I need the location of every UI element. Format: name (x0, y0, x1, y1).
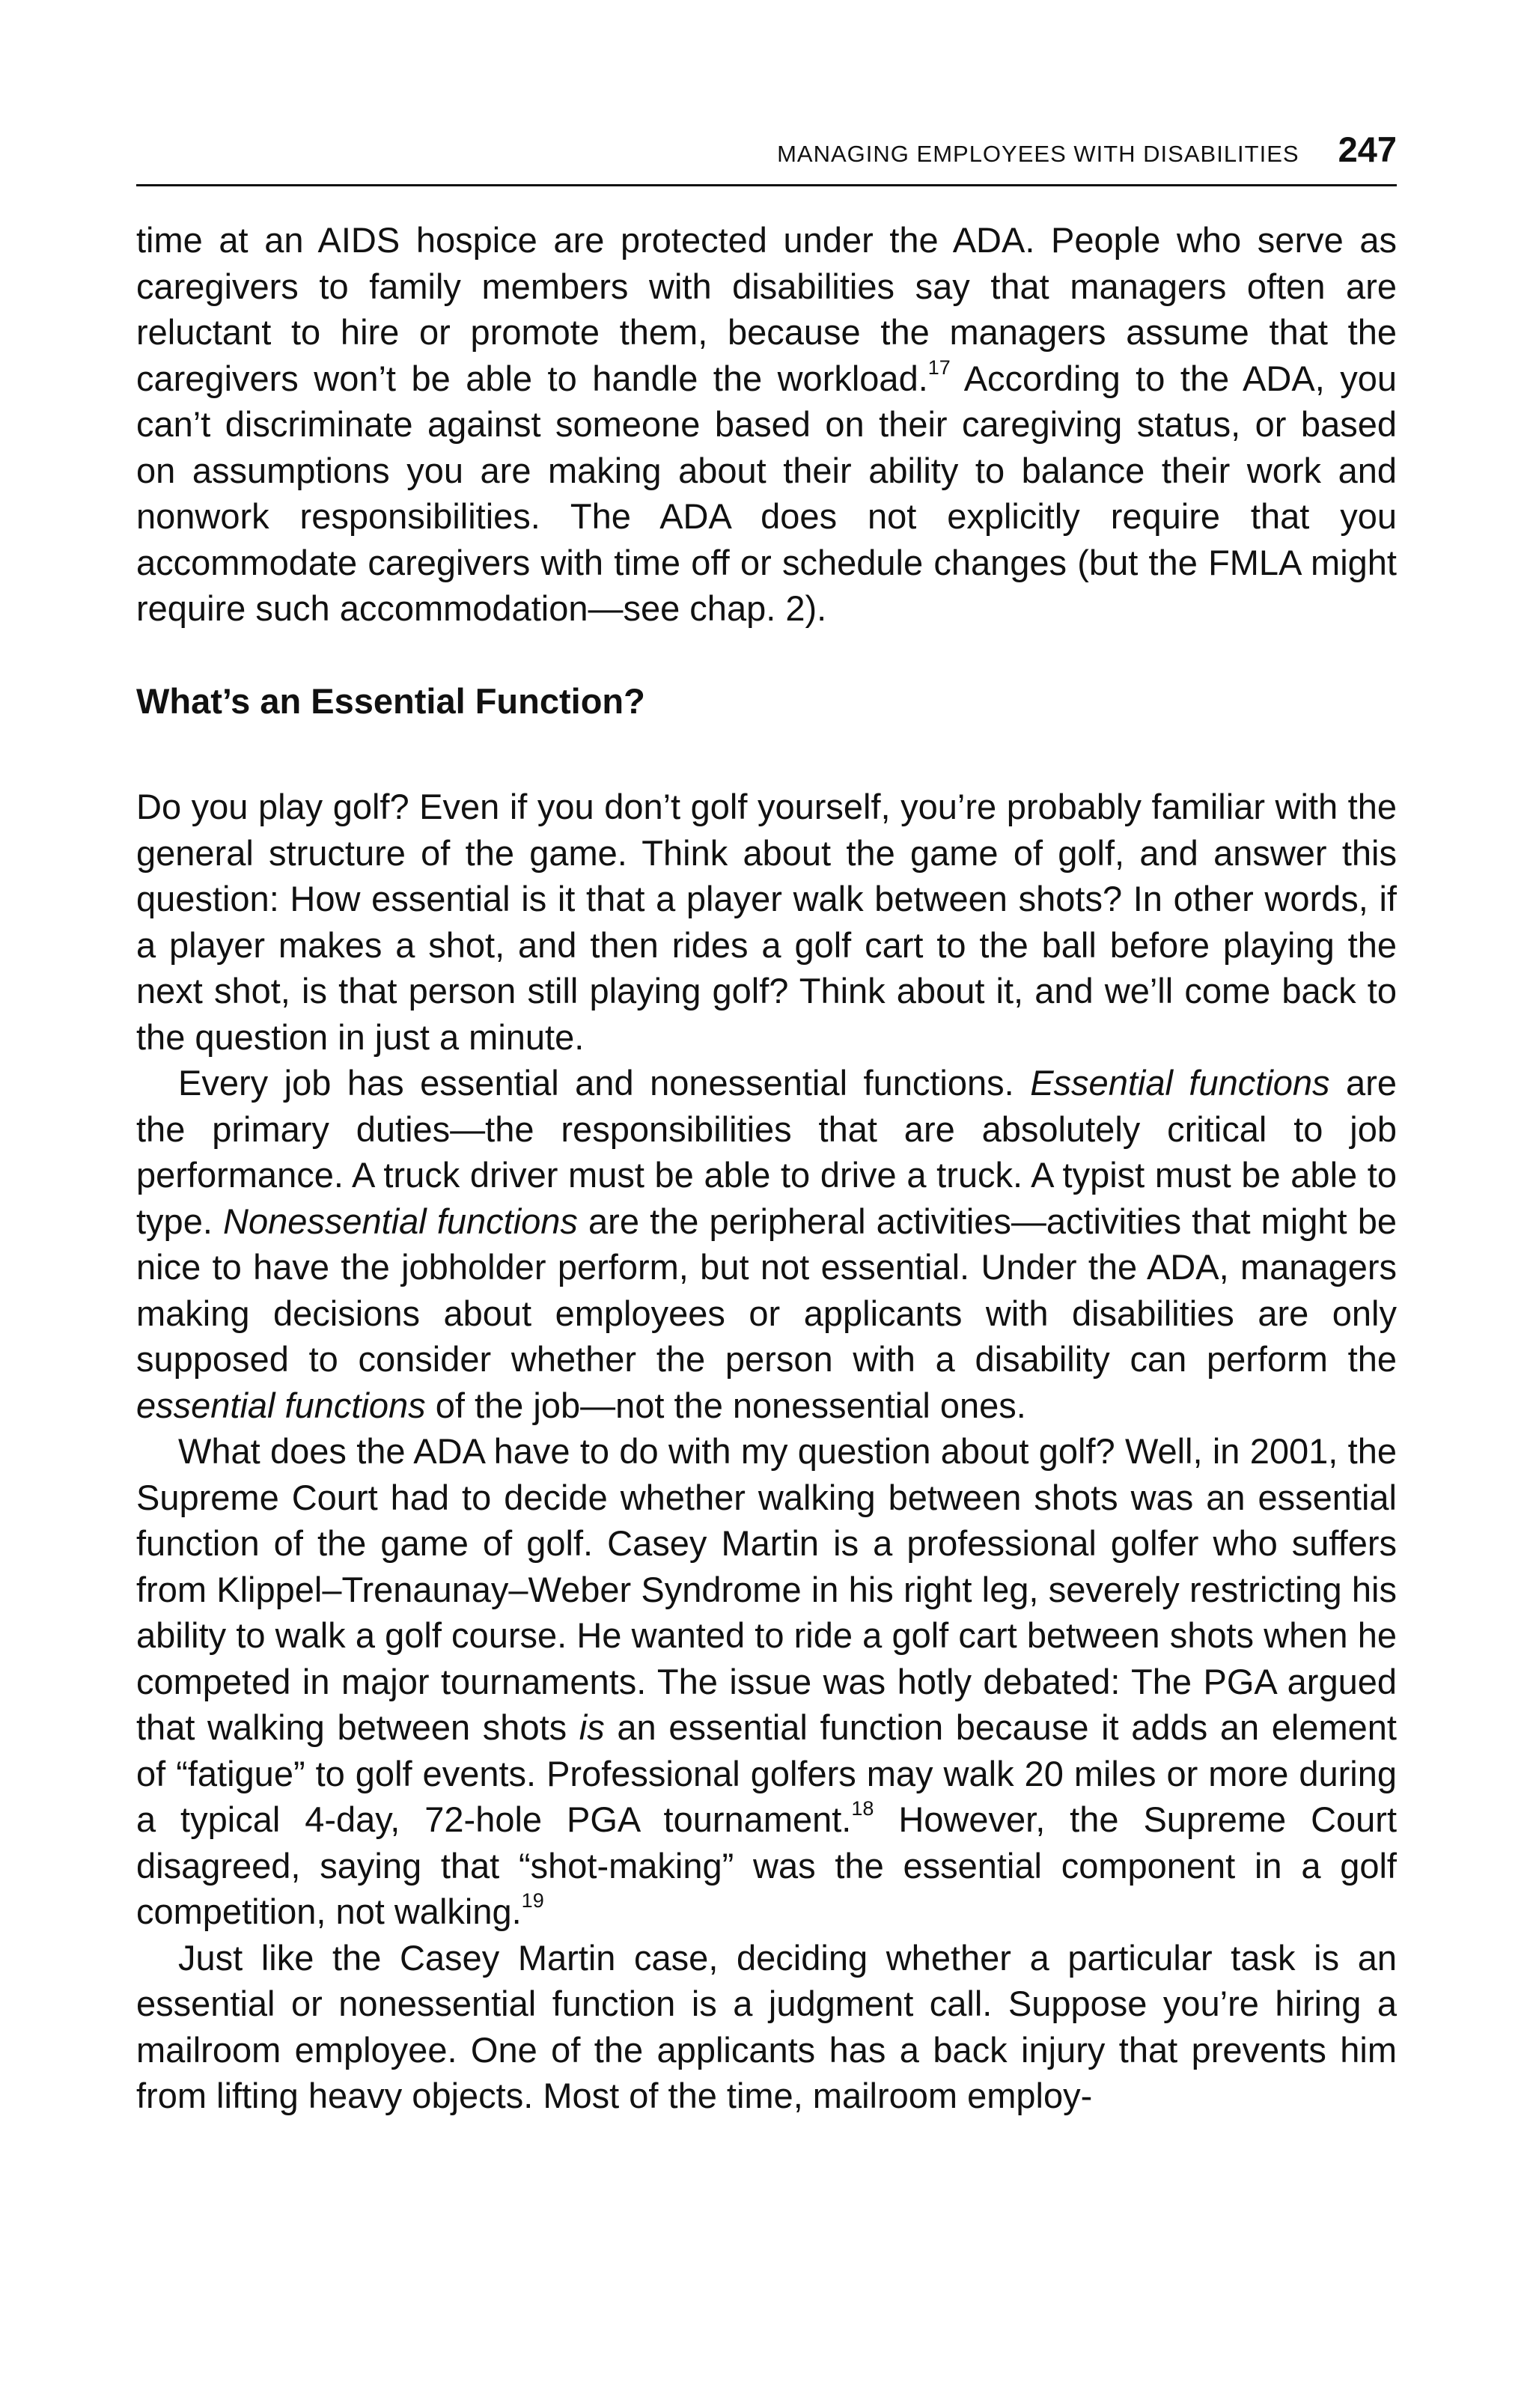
footnote-reference: 17 (927, 356, 951, 379)
text-run: What does the ADA have to do with my question about golf? Well, in 2001, the Supreme Court had to decide whether walking between shots was an essential function of the game of golf. Casey Martin is a professional golfer who suffers from Klippel–Trenaunay–Weber Syndrome in his right leg, severely restricting his ability to walk a golf course. He wanted to ride a golf cart between shots when he competed in major tournaments. The issue was hotly debated: The PGA argued that walking between shots (136, 1431, 1397, 1747)
paragraph (136, 1060, 1397, 1428)
text-run: According to the ADA, you can’t discriminate against someone based on their caregiving status, or based on assumptions you are making about their ability to balance their work and nonwork responsibilities. The ADA does not explicitly require that you accommodate caregivers with time off or schedule changes (but the FMLA might require such accommodation—see chap. 2). (136, 358, 1397, 628)
footnote-reference: 19 (521, 1889, 544, 1912)
header-rule (136, 184, 1397, 186)
text-run: are the peripheral activities—activities that might be nice to have the jobholder perform, but not essential. Under the ADA, managers making decisions about employees or applicants with disabilities are only supposed to consider whether the person with a disability can perform the (136, 1201, 1397, 1379)
body-text (136, 217, 1397, 2119)
text-run: are the primary duties—the responsibilities that are absolutely critical to job performance. A truck driver must be able to drive a truck. A typist must be able to type. (136, 1063, 1397, 1241)
section-heading (136, 678, 1397, 725)
page-number: 247 (1338, 129, 1397, 169)
text-run: Just like the Casey Martin case, deciding whether a particular task is an essential or nonessential function is a judgment call. Suppose you’re hiring a mailroom employee. One of the applicants has a back injury that prevents him from lifting heavy objects. Most of the time, mailroom employ- (136, 1937, 1397, 2115)
italic-term: essential functions (136, 1385, 426, 1425)
paragraph (136, 784, 1397, 1060)
text-run: What’s an Essential Function? (136, 680, 645, 721)
footnote-reference: 18 (851, 1797, 874, 1820)
running-head (136, 129, 1397, 181)
paragraph (136, 217, 1397, 632)
text-run: an essential function because it adds an element of “fatigue” to golf events. Professional golfers may walk 20 miles or more during a typical 4-day, 72-hole PGA tournament. (136, 1707, 1397, 1839)
text-run: of the job—not the nonessential ones. (425, 1385, 1026, 1425)
running-head-title: MANAGING EMPLOYEES WITH DISABILITIES (777, 141, 1299, 167)
paragraph (136, 1428, 1397, 1935)
italic-term: Nonessential functions (223, 1201, 578, 1241)
text-run: Do you play golf? Even if you don’t golf yourself, you’re probably familiar with the general structure of the game. Think about the game of golf, and answer this question: How essential is it that a player walk between shots? In other words, if a player makes a shot, and then rides a golf cart to the ball before playing the next shot, is that person still playing golf? Think about it, and we’ll come back to the question in just a minute. (136, 787, 1397, 1057)
text-run: time at an AIDS hospice are protected under the ADA. People who serve as caregivers to family members with disabilities say that managers often are reluctant to hire or promote them, because the managers assume that the caregivers won’t be able to handle the workload. (136, 220, 1397, 398)
paragraph (136, 1935, 1397, 2119)
text-run: However, the Supreme Court disagreed, saying that “shot-making” was the essential component in a golf competition, not walking. (136, 1799, 1397, 1931)
italic-term: is (579, 1707, 605, 1747)
text-run: Every job has essential and nonessential functions. (178, 1063, 1031, 1103)
italic-term: Essential functions (1030, 1063, 1330, 1103)
